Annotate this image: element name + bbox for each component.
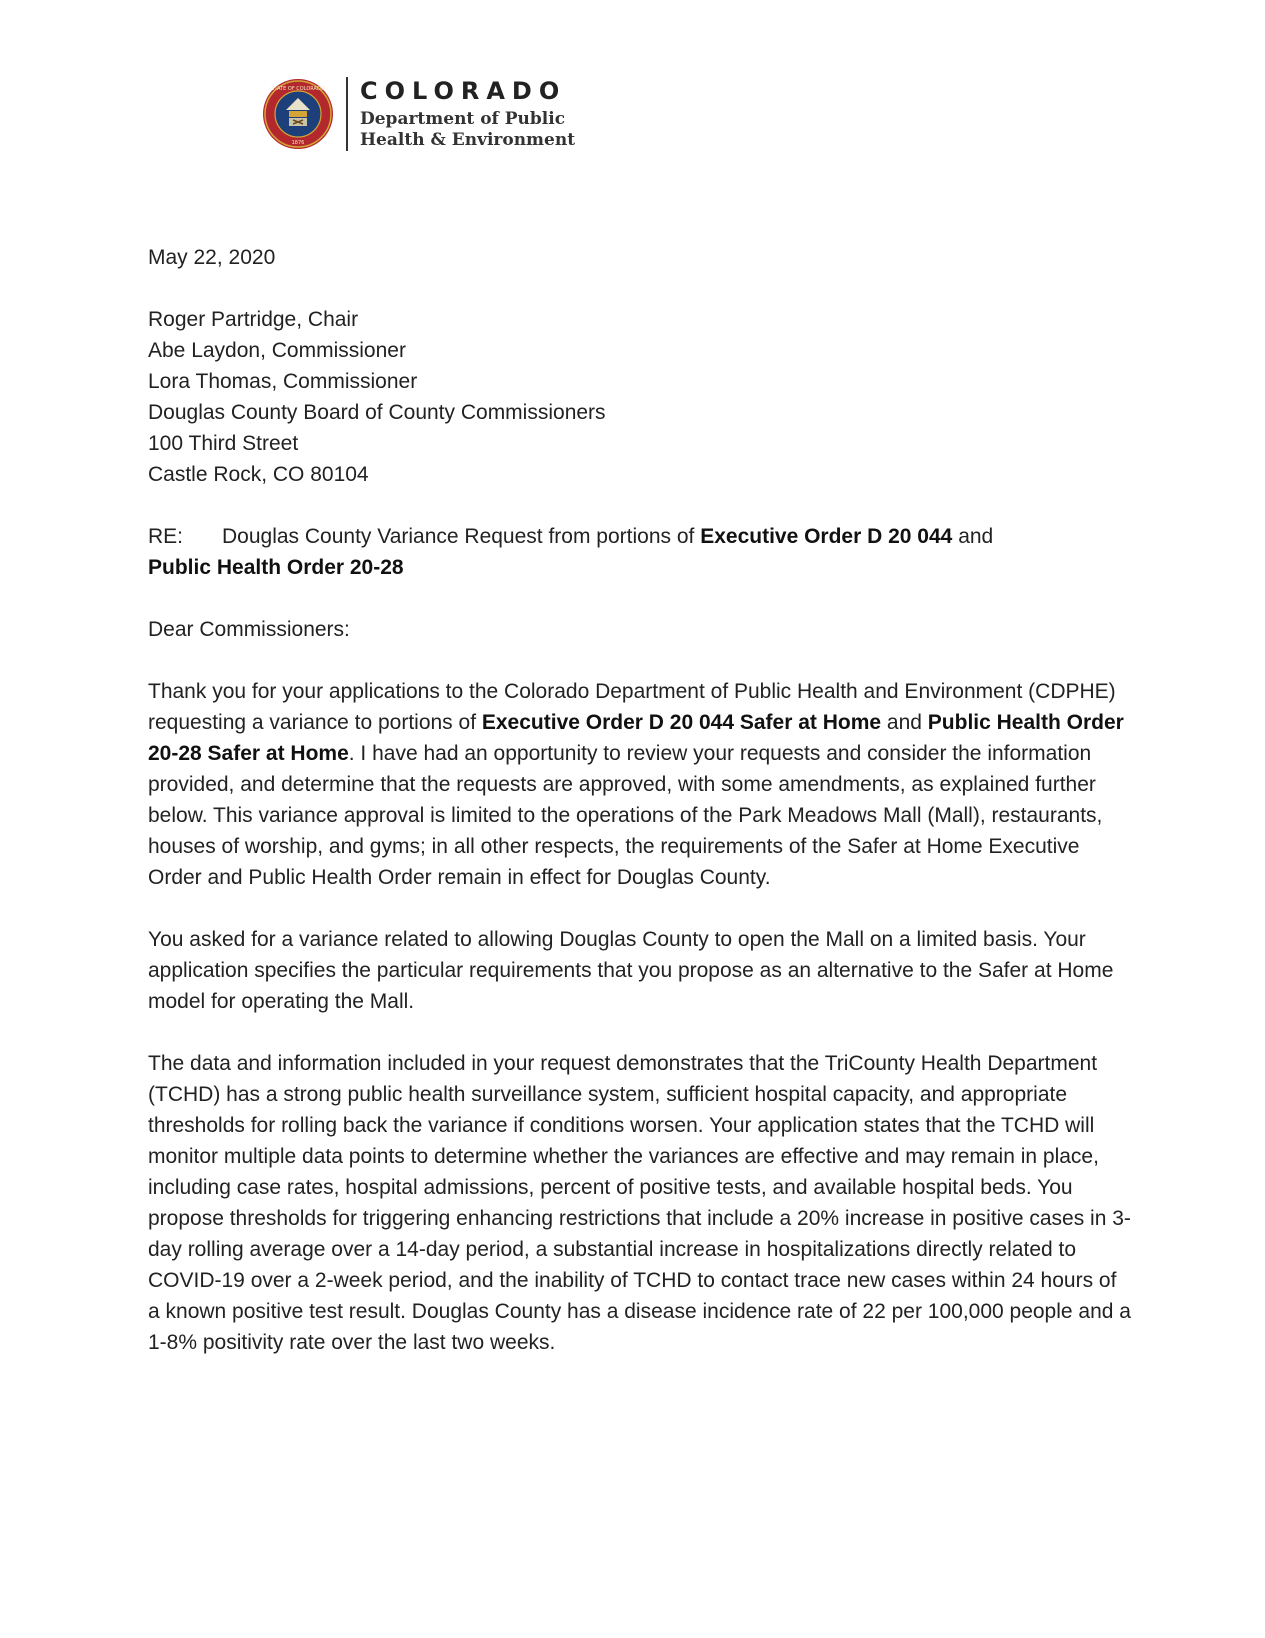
paragraph-1 — [148, 676, 1133, 893]
salutation: Dear Commissioners: — [148, 618, 350, 641]
department-line-1: Department of Public — [360, 109, 566, 129]
paragraph-text: . I have had an opportunity to review your requests and consider the information provided, and determine that the requests are approved, with some amendments, as explained further below. This variance approval is limited to the operations of the Park Meadows Mall (Mall), restaurants, houses of worship, and gyms; in all other respects, the requirements of the Safer at Home Executive Order and Public Health Order remain in effect for Douglas County. — [148, 742, 1103, 889]
recipient-line: Lora Thomas, Commissioner — [148, 370, 418, 393]
re-public-health-order: Public Health Order 20-28 — [148, 556, 404, 579]
recipient-address — [148, 304, 1133, 490]
state-name: COLORADO — [360, 77, 567, 105]
subject-line — [148, 521, 1133, 583]
paragraph-bold: Public Health Order 20-28 Safer at Home — [148, 711, 1124, 765]
letter-date: May 22, 2020 — [148, 246, 276, 269]
letter-body — [148, 242, 1133, 1358]
letterhead-divider — [346, 77, 348, 151]
svg-text:1876: 1876 — [291, 140, 305, 146]
re-text: and — [952, 525, 994, 548]
recipient-line: Castle Rock, CO 80104 — [148, 463, 369, 486]
paragraph-text: Thank you for your applications to the Colorado Department of Public Health and Environment (CDPHE) requesting a variance to portions of — [148, 680, 1116, 734]
paragraph-text: and — [881, 711, 928, 734]
recipient-line: Abe Laydon, Commissioner — [148, 339, 406, 362]
recipient-line: Roger Partridge, Chair — [148, 308, 359, 331]
svg-text:STATE OF COLORADO: STATE OF COLORADO — [271, 86, 325, 92]
recipient-line: Douglas County Board of County Commissioners — [148, 401, 606, 424]
letterhead — [262, 74, 575, 154]
department-line-2: Health & Environment — [360, 130, 576, 150]
state-seal-icon — [262, 78, 334, 150]
paragraph-3: The data and information included in your request demonstrates that the TriCounty Health Department (TCHD) has a strong public health surveillance system, sufficient hospital capacity, and appropriate thresholds for rolling back the variance if conditions worsen. Your application states that the TCHD will monitor multiple data points to determine whether the variances are effective and may remain in place, including case rates, hospital admissions, percent of positive tests, and available hospital beds. You propose thresholds for triggering enhancing restrictions that include a 20% increase in positive cases in 3-day rolling average over a 14-day period, a substantial increase in hospitalizations directly related to COVID-19 over a 2-week period, and the inability of TCHD to contact trace new cases within 24 hours of a known positive test result. Douglas County has a disease incidence rate of 22 per 100,000 people and a 1-8% positivity rate over the last two weeks. — [148, 1052, 1131, 1354]
recipient-line: 100 Third Street — [148, 432, 299, 455]
re-text: Douglas County Variance Request from portions of — [222, 525, 701, 548]
re-label: RE: — [148, 525, 184, 548]
paragraph-2: You asked for a variance related to allowing Douglas County to open the Mall on a limited basis. Your application specifies the particular requirements that you propose as an alternative to the Safer at Home model for operating the Mall. — [148, 928, 1114, 1013]
re-executive-order: Executive Order D 20 044 — [700, 525, 953, 548]
paragraph-bold: Executive Order D 20 044 Safer at Home — [481, 711, 882, 734]
agency-name — [360, 77, 575, 151]
